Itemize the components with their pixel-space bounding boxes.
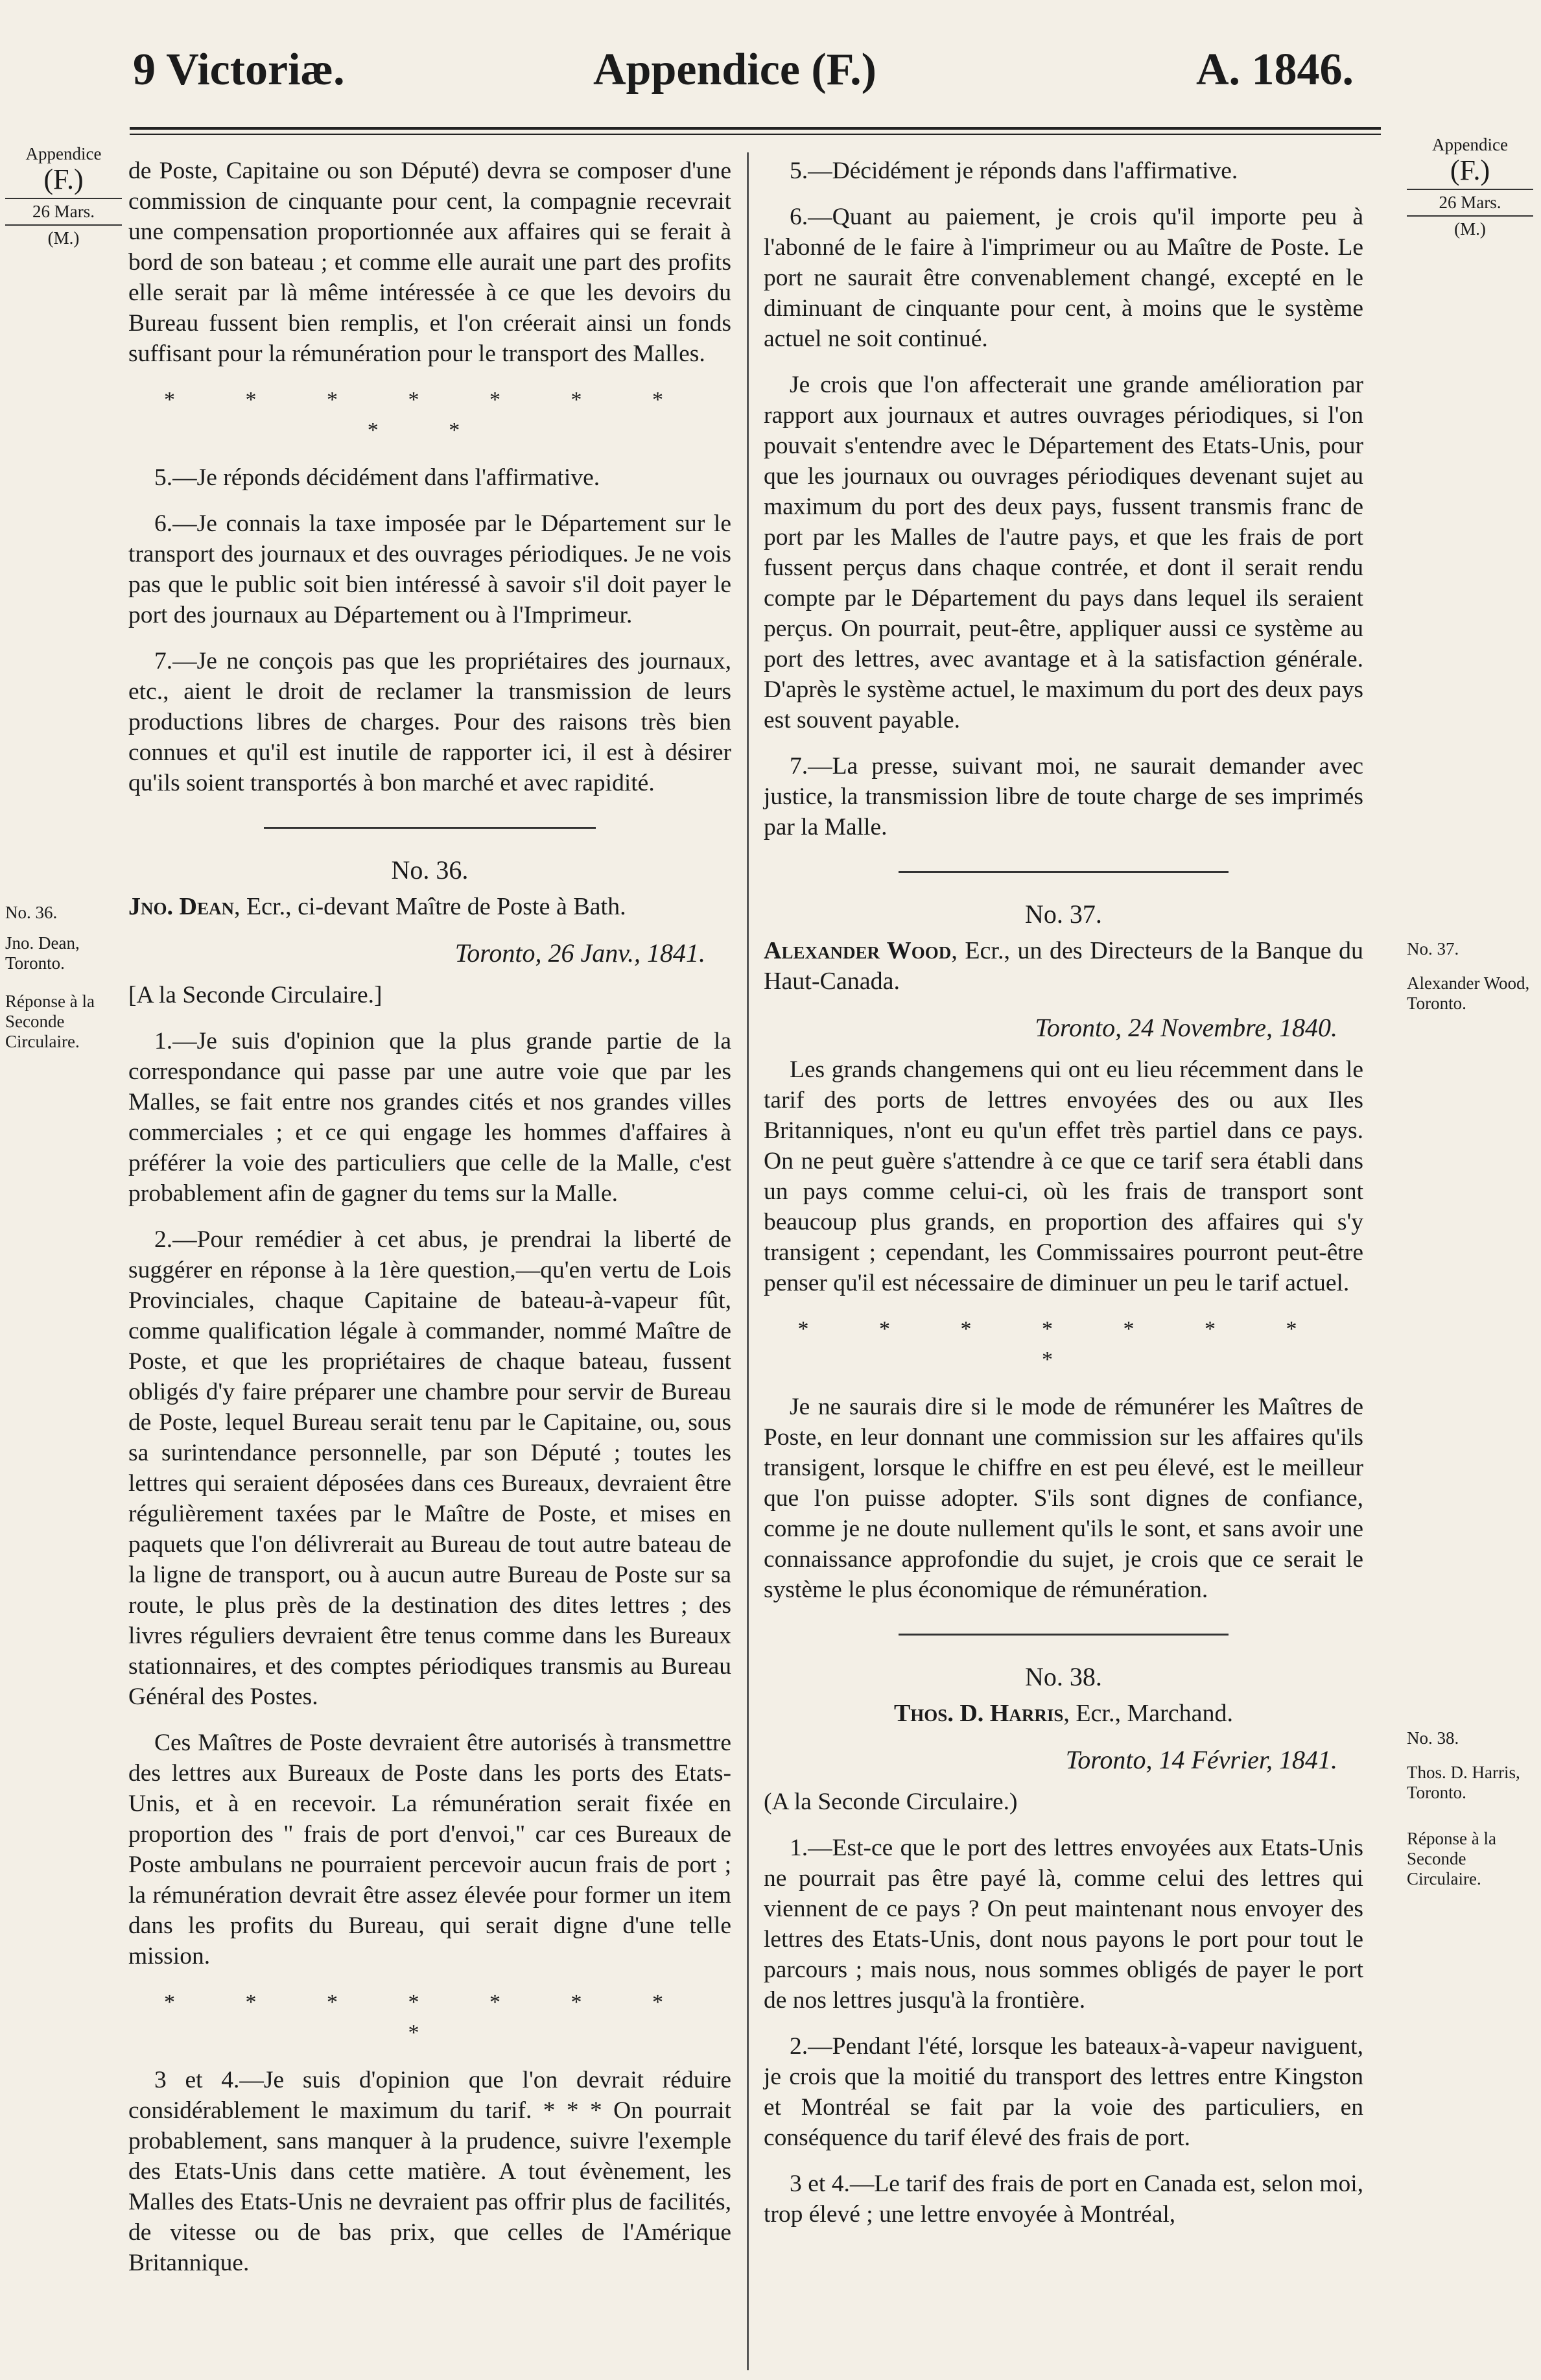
letter-number: No. 38.: [1025, 1662, 1102, 1691]
margin-note-left-top: [5, 144, 122, 248]
correspondent-name: Alexander Wood: [764, 937, 952, 964]
paragraph: Je crois que l'on affecterait une grande amélioration par rapport aux journaux et autres ouvrages périodiques, si l'on pouvait s'entendre avec le Département des Etats-Unis, pour que les journaux ou ouvrages périodiques devenant sujet au maximum du port des deux pays, fussent transmis franc de port par les Malles de l'autre pays, et que les frais de port fussent perçus dans chaque contrée, et dont il serait rendu compte par le Département du pays dans lequel ils seraient perçus. On pourrait, peut-être, appliquer aussi ce système au port des lettres, avec avantage et à la satisfaction générale. D'après le système actuel, le maximum du port des deux pays est souvent payable.: [764, 372, 1363, 733]
left-column: [128, 156, 731, 2294]
correspondent: [764, 1698, 1363, 1729]
margin-note-right-top: [1407, 135, 1533, 239]
margin-note-no37: [1407, 939, 1533, 1014]
running-head-right: A. 1846.: [1196, 45, 1354, 95]
margin-m: (M.): [1454, 219, 1486, 239]
circular-label: (A la Seconde Circulaire.): [764, 1789, 1018, 1815]
ellipsis-stars: * * * * * * * * *: [164, 388, 696, 442]
margin-rule: [1407, 189, 1533, 190]
margin-rule: [5, 198, 122, 199]
correspondent: [764, 936, 1363, 997]
ellipsis-stars: * * * * * * * *: [164, 1990, 696, 2045]
correspondent: [128, 892, 731, 922]
correspondent-name: Jno. Dean: [128, 893, 234, 920]
paragraph: 6.—Quant au paiement, je crois qu'il importe peu à l'abonné de le faire à l'imprimeur ou au Maître de Poste. Le port ne saurait être convenablement changé, excepté en le diminuant de cinquante pour cent, à moins que le système actuel ne soit continué.: [764, 204, 1363, 352]
header-rule: [130, 127, 1381, 130]
paragraph: 3 et 4.—Je suis d'opinion que l'on devrait réduire considérablement le maximum du tarif. * * * On pourrait probablement, sans manquer à la prudence, suivre l'exemple des Etats-Unis dans cette matière. A tout évènement, les Malles des Etats-Unis ne devraient pas offrir plus de facilités, de vitesse ou de bas prix, que celles de l'Amérique Britannique.: [128, 2067, 731, 2276]
letter-number: No. 36.: [391, 855, 469, 885]
place-date: Toronto, 26 Janv., 1841.: [454, 938, 705, 968]
section-rule: [899, 871, 1229, 873]
correspondent-title: , Ecr., ci-devant Maître de Poste à Bath.: [233, 893, 626, 920]
paragraph: Ces Maîtres de Poste devraient être autorisés à transmettre des lettres aux Bureaux de Poste dans les ports des Etats-Unis, et à en recevoir. La rémunération serait fixée en proportion des " frais de port d'envoi," car ces Bureaux de Poste ambulans ne pourraient percevoir aucun frais de port ; la rémunération devrait être assez élevée pour former un item dans les profits du Bureau, qui serait digne d'une telle mission.: [128, 1730, 731, 1969]
margin-appendice: Appendice: [1432, 135, 1508, 154]
circular-label: [A la Seconde Circulaire.]: [128, 982, 382, 1008]
margin-letter: (F.): [43, 163, 84, 195]
margin-reply: Réponse à la Seconde Circulaire.: [1407, 1829, 1496, 1888]
place-date: Toronto, 14 Février, 1841.: [1065, 1745, 1337, 1774]
column-divider: [747, 152, 749, 2370]
paragraph: de Poste, Capitaine ou son Député) devra se composer d'une commission de cinquante pour cent, la compagnie recevrait une compensation proportionnée aux affaires qui se ferait à bord de son bateau ; et comme elle aurait une part des profits elle serait par là même intéressée à ce que les devoirs du Bureau fussent bien remplis, et l'on créerait ainsi un fonds suffisant pour la rémunération pour le transport des Malles.: [128, 158, 731, 367]
margin-number: No. 38.: [1407, 1728, 1459, 1748]
margin-name: Jno. Dean, Toronto.: [5, 933, 80, 973]
paragraph: 5.—Décidément je réponds dans l'affirmative.: [790, 158, 1238, 184]
section-rule: [899, 1634, 1229, 1636]
margin-note-no38: [1407, 1728, 1533, 1889]
paragraph: Je ne saurais dire si le mode de rémunérer les Maîtres de Poste, en leur donnant une commission sur les affaires qu'ils transigent, lorsque le chiffre en est peu élevé, est le meilleur que l'on puisse adopter. S'ils sont dignes de confiance, comme je ne doute nullement qu'ils le sont, et sans avoir une connaissance approfondie du sujet, je crois que ce serait le système le plus économique de rémunération.: [764, 1394, 1363, 1603]
paragraph: 2.—Pendant l'été, lorsque les bateaux-à-vapeur naviguent, je crois que la moitié du transport des lettres entre Kingston et Montréal se fait par la voie des particuliers, en conséquence du tarif élevé des frais de port.: [764, 2033, 1363, 2151]
margin-note-no36: [5, 903, 115, 1052]
margin-rule: [1407, 215, 1533, 217]
header-rule-thin: [130, 134, 1381, 135]
paragraph: 1.—Je suis d'opinion que la plus grande partie de la correspondance qui passe par une autre voie que par les Malles, se fait entre nos grandes cités et nos grandes villes commerciales ; et ce qui engage les hommes d'affaires à préférer la voie des particuliers que celle de la Malle, c'est probablement afin de gagner du tems sur la Malle.: [128, 1028, 731, 1207]
margin-appendice: Appendice: [25, 144, 102, 163]
margin-name: Thos. D. Harris, Toronto.: [1407, 1763, 1520, 1802]
paragraph: 3 et 4.—Le tarif des frais de port en Canada est, selon moi, trop élevé ; une lettre envoyée à Montréal,: [764, 2171, 1363, 2228]
correspondent-title: , Ecr., un des Directeurs de la Banque du Haut-Canada.: [764, 937, 1363, 995]
margin-number: No. 36.: [5, 903, 58, 922]
right-column: [764, 156, 1363, 2245]
margin-reply: Réponse à la Seconde Circulaire.: [5, 992, 95, 1051]
letter-number: No. 37.: [1025, 899, 1102, 929]
paragraph: 1.—Est-ce que le port des lettres envoyées aux Etats-Unis ne pourrait pas être payé là, comme celui des lettres qui viennent de ce pays ? On peut maintenant nous envoyer des lettres des Etats-Unis, dont nous payons le port pour tout le parcours ; mais nous, nous sommes obligés de payer le port de nos lettres jusqu'à la frontière.: [764, 1835, 1363, 2014]
margin-letter: (F.): [1450, 154, 1490, 186]
correspondent-title: , Ecr., Marchand.: [1063, 1700, 1234, 1727]
paragraph: 6.—Je connais la taxe imposée par le Département sur le transport des journaux et des ouvrages périodiques. Je ne vois pas que le public soit bien intéressé à savoir s'il doit payer le port des journaux au Département ou à l'Imprimeur.: [128, 510, 731, 628]
correspondent-name: Thos. D. Harris: [893, 1700, 1064, 1727]
place-date: Toronto, 24 Novembre, 1840.: [1035, 1013, 1337, 1042]
paragraph: 2.—Pour remédier à cet abus, je prendrai la liberté de suggérer en réponse à la 1ère question,—qu'en vertu de Lois Provinciales, chaque Capitaine de bateau-à-vapeur fût, comme qualification légale à commander, nommé Maître de Poste, et que les propriétaires de chaque bateau, fussent obligés d'y faire préparer une chambre pour servir de Bureau de Poste, lequel Bureau serait tenu par le Capitaine, ou, sous sa surintendance personnelle, par son Député ; toutes les lettres qui seraient déposées dans ces Bureaux, devraient être régulièrement taxées par le Maître de Poste, et mises en paquets que l'on délivrerait au Bureau de tout autre bateau de la ligne de transport, ou à aucun autre Bureau de Poste sur sa route, le plus près de la destination des dites lettres ; des livres réguliers devraient être tenus comme dans les Bureaux stationnaires, et des comptes périodiques transmis au Bureau Général des Postes.: [128, 1226, 731, 1710]
running-head-center: Appendice (F.): [593, 45, 876, 95]
paragraph: 5.—Je réponds décidément dans l'affirmative.: [154, 464, 600, 491]
paragraph: 7.—Je ne conçois pas que les propriétaires des journaux, etc., aient le droit de reclamer la transmission de leurs productions libres de charges. Pour des raisons très bien connues et qu'il est inutile de rapporter ici, il est à désirer qu'ils soient transportés à bon marché et avec rapidité.: [128, 648, 731, 796]
paragraph: Les grands changemens qui ont eu lieu récemment dans le tarif des ports de lettres envoyées des ou aux Iles Britanniques, n'ont eu qu'un effet très partiel dans ce pays. On ne peut guère s'attendre à ce que ce tarif sera établi dans un pays comme celui-ci, où les frais de transport sont beaucoup plus grands, en proportion des affaires qui s'y transigent ; cependant, les Commissaires pourront peut-être penser qu'il est nécessaire de diminuer un peu le tarif actuel.: [764, 1056, 1363, 1296]
margin-date: 26 Mars.: [32, 202, 95, 221]
margin-name: Alexander Wood, Toronto.: [1407, 973, 1530, 1013]
margin-number: No. 37.: [1407, 939, 1459, 958]
ellipsis-stars: * * * * * * * *: [797, 1317, 1330, 1372]
margin-date: 26 Mars.: [1439, 193, 1501, 212]
section-rule: [264, 827, 596, 829]
running-head-left: 9 Victoriæ.: [133, 45, 345, 95]
paragraph: 7.—La presse, suivant moi, ne saurait demander avec justice, la transmission libre de toute charge de ses imprimés par la Malle.: [764, 753, 1363, 840]
margin-rule: [5, 224, 122, 226]
margin-m: (M.): [47, 228, 80, 248]
